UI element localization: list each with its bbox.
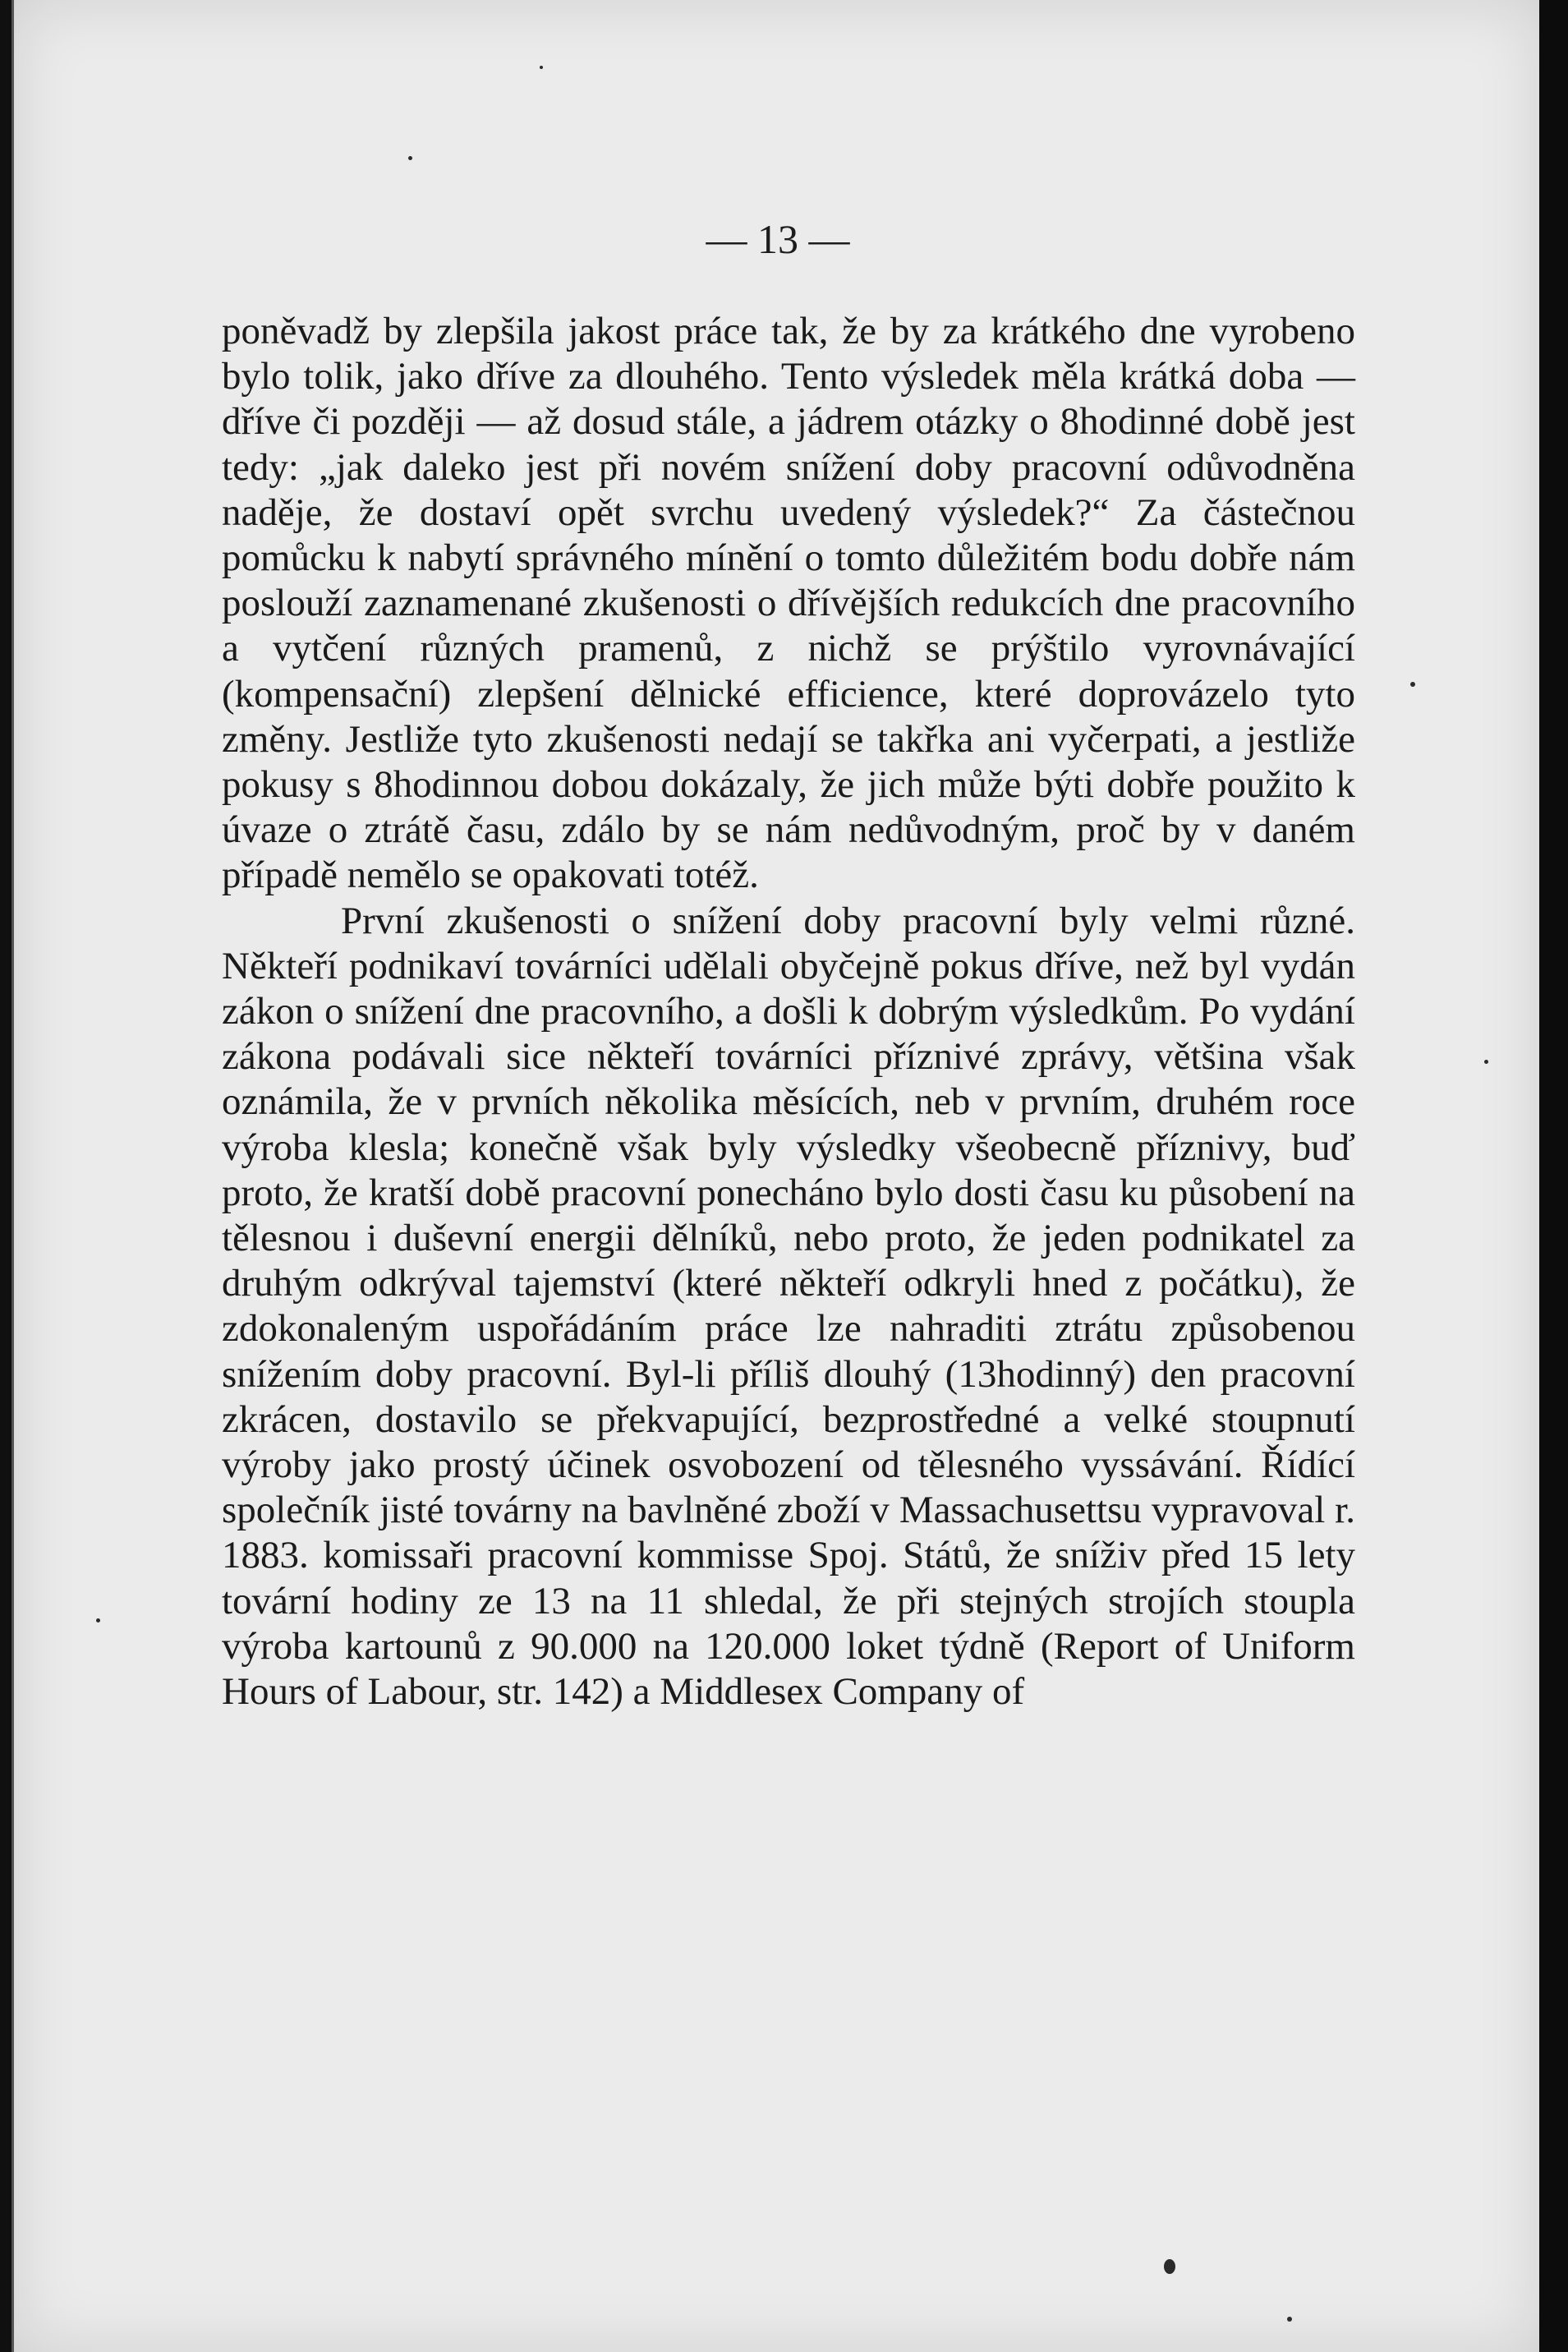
- scan-speck: [1410, 682, 1415, 687]
- paragraph-2: První zkušenosti o snížení doby pracovní byly velmi různé. Někteří podnikaví továrníci udělali obyčejně pokus dříve, než byl vydán zákon o snížení dne pracovního, a došli k dobrým výsledkům. Po vydání zákona podávali sice někteří továrníci příznivé zprávy, většina však oznámila, že v prvních několika měsících, neb v prvním, druhém roce výroba klesla; konečně však byly výsledky všeobecně příznivy, buď proto, že kratší době pracovní ponecháno bylo dosti času ku působení na tělesnou i duševní energii dělníků, nebo proto, že jeden podnikatel za druhým odkrýval tajemství (které někteří odkryli hned z počátku), že zdokonaleným uspořádáním práce lze nahraditi ztrátu způsobenou snížením doby pracovní. Byl-li příliš dlouhý (13hodinný) den pracovní zkrácen, dostavilo se překvapující, bezprostředné a velké stoupnutí výroby jako prostý účinek osvobození od tělesného vyssávání. Řídící společník jisté továrny na bavlněné zboží v Massachusettsu vypravoval r. 1883. komissaři pracovní kommisse Spoj. Států, že sníživ před 15 lety tovární hodiny ze 13 na 11 shledal, že při stejných strojích stoupla výroba kartounů z 90.000 na 120.000 loket týdně (Report of Uniform Hours of Labour, str. 142) a Middlesex Company of: [222, 899, 1355, 1714]
- scan-speck: [408, 156, 412, 160]
- page-number: — 13 —: [706, 216, 850, 262]
- scan-speck: [1164, 2259, 1175, 2274]
- body-text: [222, 309, 1355, 1715]
- paragraph-1: poněvadž by zlepšila jakost práce tak, že by za krátkého dne vyrobeno bylo tolik, jako dříve za dlouhého. Tento výsledek měla krátká doba — dříve či později — až dosud stále, a jádrem otázky o 8hodinné době jest tedy: „jak daleko jest při novém snížení doby pracovní odůvodněna naděje, že dostaví opět svrchu uvedený výsledek?“ Za částečnou pomůcku k nabytí správného mínění o tomto důležitém bodu dobře nám poslouží zaznamenané zkušenosti o dřívějších redukcích dne pracovního a vytčení různých pramenů, z nichž se prýštilo vyrovnávající (kompensační) zlepšení dělnické efficience, které doprovázelo tyto změny. Jestliže tyto zkušenosti nedají se takřka ani vyčerpati, a jestliže pokusy s 8hodinnou dobou dokázaly, že jich může býti dobře použito k úvaze o ztrátě času, zdálo by se nám nedůvodným, proč by v daném případě nemělo se opakovati totéž.: [222, 310, 1355, 897]
- scan-speck: [1484, 1060, 1488, 1064]
- scan-speck: [540, 66, 543, 69]
- scan-edge: [1539, 0, 1568, 2352]
- scan-speck: [1287, 2317, 1292, 2322]
- scan-speck: [96, 1618, 100, 1622]
- book-page: [11, 0, 1542, 2352]
